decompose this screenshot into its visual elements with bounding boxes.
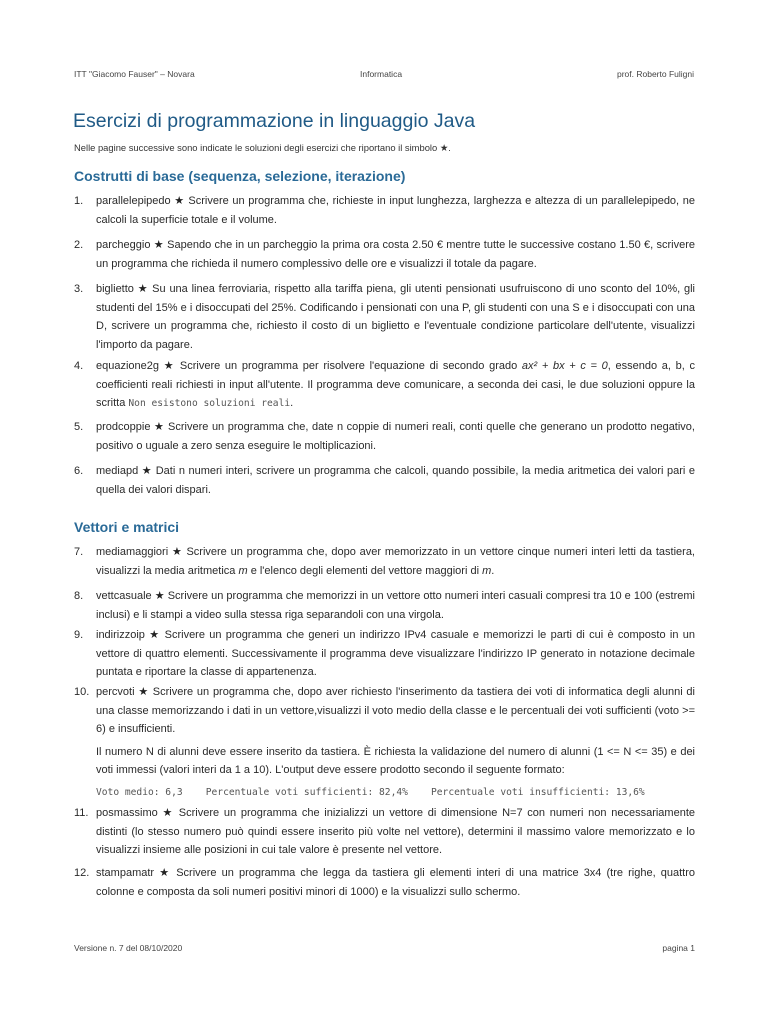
star-icon: ★ <box>153 239 164 251</box>
star-icon: ★ <box>141 465 153 477</box>
exercise-text: Scrivere un programma che, date n coppie di numeri reali, conti quelle che generano un prodotto negativo, positivo o uguale a zero senza eseguire le moltiplicazioni. <box>96 421 695 452</box>
star-icon: ★ <box>137 283 149 295</box>
exercise-name: posmassimo <box>96 807 158 819</box>
exercise-number: 9. <box>74 629 84 641</box>
section-heading-vectors: Vettori e matrici <box>74 519 180 535</box>
exercise-number: 8. <box>74 590 84 602</box>
exercise-item <box>74 543 695 580</box>
star-icon: ★ <box>138 686 149 698</box>
exercise-name: vettcasuale <box>96 590 152 602</box>
star-icon: ★ <box>174 195 185 207</box>
exercise-item <box>74 236 695 273</box>
intro-text: Nelle pagine successive sono indicate le soluzioni degli esercizi che riportano il simbolo ★. <box>74 142 451 153</box>
exercise-item <box>74 626 695 682</box>
page-title: Esercizi di programmazione in linguaggio Java <box>73 110 476 132</box>
period: . <box>290 397 294 409</box>
exercise-item <box>74 864 695 901</box>
exercise-number: 11. <box>74 807 89 819</box>
footer-page-number: pagina 1 <box>662 943 695 953</box>
exercise-number: 1. <box>74 195 84 207</box>
exercise-item <box>74 462 695 499</box>
exercise-name: indirizzoip <box>96 629 145 641</box>
exercise-text: Scrivere un programma che, dopo aver memorizzato in un vettore cinque numeri interi letti da tastiera, visualizzi la media aritmetica <box>96 546 695 577</box>
equation-formula: ax² + bx + c = 0 <box>521 360 608 372</box>
exercise-text: Sapendo che in un parcheggio la prima ora costa 2.50 € mentre tutte le successive costano 1.50 €, scrivere un programma che richieda il numero complessivo delle ore e visualizzi il totale da pagare. <box>96 239 695 270</box>
exercise-text-cont: , essendo a, b, c coefficienti reali richiesti in input all'utente. Il programma deve comunicare, a seconda dei casi, le due soluzioni oppure la scritta <box>96 360 695 409</box>
exercise-name: mediamaggiori <box>96 546 169 558</box>
footer-version: Versione n. 7 del 08/10/2020 <box>74 943 183 953</box>
exercise-item <box>74 418 695 455</box>
exercise-number: 3. <box>74 283 84 295</box>
exercise-text: Dati n numeri interi, scrivere un programma che calcoli, quando possibile, la media aritmetica dei valori pari e quella dei valori dispari. <box>96 465 695 496</box>
exercise-text-paragraph: Il numero N di alunni deve essere inserito da tastiera. È richiesta la validazione del numero di alunni (1 <= N <= 35) e dei voti immessi (valori interi da 1 a 10). L'output deve essere prodotto secondo il seguente formato: <box>96 745 695 776</box>
star-icon: ★ <box>163 360 176 372</box>
exercise-text: Scrivere un programma che, dopo aver richiesto l'inserimento da tastiera dei voti di informatica degli alunni di una classe memorizzando i dati in un vettore,visualizzi il voto medio della classe e le percentuali dei voti sufficienti (voto >= 6) e insufficienti. <box>96 686 695 735</box>
exercise-text: Scrivere un programma che memorizzi in un vettore otto numeri interi casuali compresi tra 10 e 100 (estremi inclusi) e li stampi a video sulla stessa riga separandoli con una virgola. <box>96 590 695 621</box>
exercise-item <box>74 804 695 860</box>
exercise-name: equazione2g <box>96 360 160 372</box>
variable-m: m <box>482 564 492 577</box>
exercise-item <box>74 192 695 229</box>
exercise-text: Scrivere un programma per risolvere l'equazione di secondo grado <box>179 360 518 372</box>
exercise-number: 10. <box>74 686 90 698</box>
exercise-text: Scrivere un programma che legga da tastiera gli elementi interi di una matrice 3x4 (tre righe, quattro colonne e composta da soli numeri positivi minori di 1000) e la visualizzi sullo schermo. <box>96 867 695 898</box>
exercise-text: Su una linea ferroviaria, rispetto alla tariffa piena, gli utenti pensionati usufruiscono di uno sconto del 10%, gli studenti del 15% e i disoccupati del 25%. Codificando i pensionati con una P, gli studenti con una S e i disoccupati con una D, scrivere un programma che, richiesto il costo di un biglietto e l'eventuale condizione particolare dell'utente, visualizzi l'importo da pagare. <box>96 283 695 351</box>
exercise-text: Scrivere un programma che inizializzi un vettore di dimensione N=7 con numeri non necessariamente distinti (lo stesso numero può quindi essere inserito più volte nel vettore), determini il massimo valore memorizzato e lo visualizzi insieme alle posizioni in cui tale valore è presente nel vettore. <box>96 807 695 856</box>
exercise-text: Scrivere un programma che, richieste in input lunghezza, larghezza e altezza di un parallelepipedo, ne calcoli la superficie totale e il volume. <box>96 195 695 226</box>
star-icon: ★ <box>154 590 165 602</box>
exercise-number: 7. <box>74 546 84 558</box>
exercise-name: parallelepipedo <box>96 195 171 207</box>
page-footer <box>74 943 695 957</box>
period: . <box>491 564 495 577</box>
exercise-name: mediapd <box>96 465 139 477</box>
exercise-name: stampamatr <box>96 867 155 879</box>
exercise-item <box>74 683 695 802</box>
output-format: Voto medio: 6,3 Percentuale voti sufficienti: 82,4% Percentuale voti insufficienti: 13,6% <box>96 786 645 798</box>
header-school: ITT "Giacomo Fauser" – Novara <box>74 69 195 79</box>
exercise-number: 6. <box>74 465 84 477</box>
exercise-item <box>74 587 695 624</box>
exercise-item <box>74 280 695 354</box>
section-heading-base: Costrutti di base (sequenza, selezione, iterazione) <box>74 168 406 184</box>
exercise-text: Scrivere un programma che generi un indirizzo IPv4 casuale e memorizzi le parti di cui è composto in un vettore di quattro elementi. Successivamente il programma deve visualizzare l'indirizzo IP generato in notazione decimale puntata e riportare la classe di appartenenza. <box>96 629 695 678</box>
exercise-number: 5. <box>74 421 84 433</box>
exercise-name: prodcoppie <box>96 421 151 433</box>
header-author: prof. Roberto Fuligni <box>616 69 694 79</box>
header-subject: Informatica <box>360 69 403 79</box>
variable-m: m <box>238 564 248 577</box>
star-icon: ★ <box>154 421 165 433</box>
exercise-name: biglietto <box>96 283 134 295</box>
exercise-item <box>74 357 695 414</box>
exercise-name: percvoti <box>96 686 135 698</box>
star-icon: ★ <box>159 867 172 879</box>
exercise-number: 4. <box>74 360 84 372</box>
star-icon: ★ <box>162 807 175 819</box>
exercise-name: parcheggio <box>96 239 151 251</box>
page-header <box>74 69 694 83</box>
exercise-number: 2. <box>74 239 84 251</box>
exercise-number: 12. <box>74 867 90 879</box>
exercise-text-cont: e l'elenco degli elementi del vettore maggiori di <box>250 564 480 577</box>
star-icon: ★ <box>149 629 161 641</box>
star-icon: ★ <box>171 546 183 558</box>
code-message: Non esistono soluzioni reali <box>128 398 291 409</box>
